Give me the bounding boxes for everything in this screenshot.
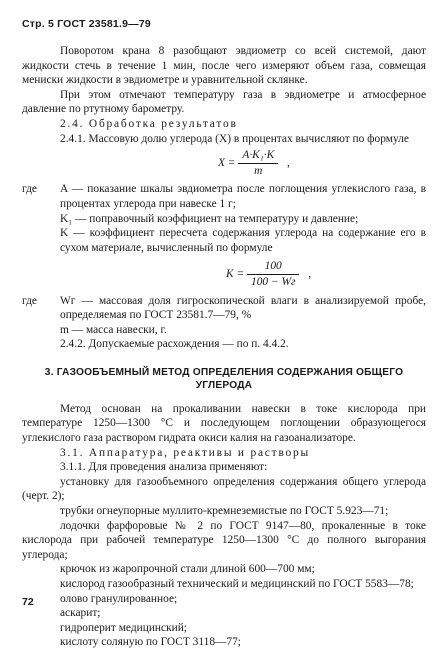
section-heading-3: 3. ГАЗООБЪЕМНЫЙ МЕТОД ОПРЕДЕЛЕНИЯ СОДЕРЖАНИЯ ОБЩЕГО УГЛЕРОДА [44, 366, 404, 391]
formula-lhs: K = [226, 268, 245, 281]
section-heading-3-1: 3.1. Аппаратура, реактивы и растворы [60, 446, 310, 459]
definition-a: A — показание шкалы эвдиометра после поглощения углекислого газа, в процентах углерода при навеске 1 г; [60, 183, 426, 210]
where-label: где [22, 294, 37, 307]
where-label: где [22, 183, 37, 196]
list-item: трубки огнеупорные муллито-кремнеземистые по ГОСТ 5.923—71; [60, 505, 389, 518]
list-item: аскарит; [60, 607, 101, 620]
section-2-4-2: 2.4.2. Допускаемые расхождения — по п. 4.4.2. [60, 338, 289, 351]
section-2-4-1: 2.4.1. Массовую долю углерода (X) в процентах вычисляют по формуле [60, 132, 409, 145]
paragraph: Поворотом крана 8 разобщают эвдиометр со всей системой, дают жидкости стечь в течение 1 мин, после чего измеряют объем газа, совмещая мениски жидкости в эвдиометре и уравнительной склянке. [22, 45, 426, 87]
list-item: крючок из жаропрочной стали длиной 600—700 мм; [60, 563, 315, 576]
definition-k1: K₁ — поправочный коэффициент на температуру и давление; [60, 212, 359, 225]
formula-tail: , [308, 268, 312, 281]
list-item: лодочки фарфоровые № 2 по ГОСТ 9147—80, прокаленные в токе кислорода при рабочей температуре 1250—1300 °С до полного выгорания углерода; [22, 519, 426, 561]
list-item: гидроперит медицинский; [60, 621, 187, 634]
section-3-1-1: 3.1.1. Для проведения анализа применяют: [60, 461, 268, 474]
paragraph: При этом отмечают температуру газа в эвдиометре и атмосферное давление по ртутному барометру. [22, 88, 426, 116]
definitions-block-2 [22, 294, 426, 338]
page-number: 72 [22, 596, 34, 608]
formula-numerator: 100 [247, 259, 299, 275]
formula-x [22, 148, 426, 178]
formula-tail: , [287, 156, 290, 169]
formula-numerator: A·K₁·K [238, 148, 278, 164]
formula-fraction [247, 259, 299, 289]
section-heading-2-4: 2.4. Обработка результатов [60, 117, 238, 130]
list-item: олово гранулированное; [60, 592, 178, 605]
list-item: кислород газообразный технический и медицинский по ГОСТ 5583—78; [60, 578, 414, 590]
definitions-block-1 [22, 182, 426, 255]
page-content [22, 44, 426, 650]
formula-denominator: 100 − Wг [251, 275, 296, 288]
formula-k [22, 259, 426, 289]
formula-denominator: m [254, 164, 263, 177]
paragraph: Метод основан на прокаливании навески в токе кислорода при температуре 1250—1300 °С и последующем поглощении образующегося углекислого газа раствором гидрата окиси калия на газоанализаторе. [22, 402, 426, 445]
list-item: установку для газообъемного определения содержания общего углерода (черт. 2); [22, 475, 426, 503]
definition-k: K — коэффициент пересчета содержания углерода на содержание его в сухом материале, вычисленный по формуле [60, 227, 426, 254]
page-header: Стр. 5 ГОСТ 23581.9—79 [22, 18, 151, 30]
definition-m: m — масса навески, г. [60, 323, 167, 336]
formula-fraction [238, 148, 278, 178]
formula-lhs: X = [218, 156, 236, 169]
list-item: кислоту соляную по ГОСТ 3118—77; [60, 636, 241, 649]
definition-w: Wг — массовая доля гигроскопической влаги в анализируемой пробе, определяемая по ГОСТ 23581.7—79, % [60, 294, 426, 322]
